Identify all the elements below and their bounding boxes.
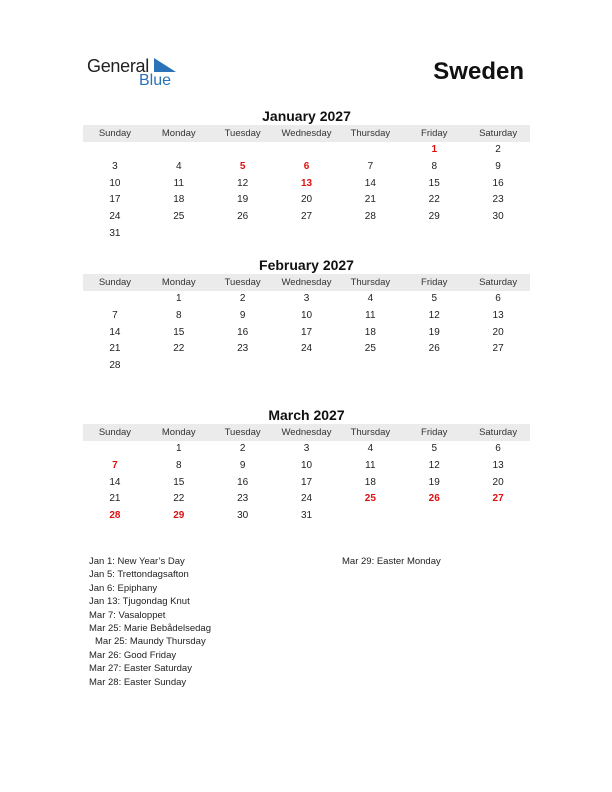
day-cell: 15 xyxy=(173,476,185,488)
day-cell: 27 xyxy=(492,493,504,505)
day-cell: 10 xyxy=(300,309,313,321)
day-cell: 5 xyxy=(239,160,246,172)
day-cell: 30 xyxy=(492,211,504,223)
day-cell: 12 xyxy=(237,177,249,189)
holiday-entry: Jan 1: New Year’s Day xyxy=(89,556,185,567)
empty-day-cell xyxy=(275,358,339,375)
day-cell: 15 xyxy=(173,326,185,338)
day-cell: 14 xyxy=(109,476,121,488)
day-cell: 31 xyxy=(300,510,313,522)
day-cell: 13 xyxy=(492,459,504,471)
day-cell: 24 xyxy=(109,211,121,223)
empty-day-cell xyxy=(402,508,466,525)
day-cell: 4 xyxy=(367,293,374,304)
day-cell: 11 xyxy=(173,177,184,189)
week-row xyxy=(83,341,530,358)
empty-day-cell xyxy=(466,508,530,525)
day-cell: 20 xyxy=(300,194,313,206)
empty-day-cell xyxy=(275,142,339,159)
day-cell: 22 xyxy=(173,493,185,505)
holiday-entry: Jan 6: Epiphany xyxy=(89,582,158,594)
day-cell: 17 xyxy=(300,326,313,338)
weekday-label: Thursday xyxy=(350,427,391,438)
weekday-label: Saturday xyxy=(479,128,518,139)
day-cell: 24 xyxy=(300,343,313,355)
weekday-label: Thursday xyxy=(350,277,391,288)
day-cell: 23 xyxy=(237,343,249,355)
day-cell: 29 xyxy=(428,211,440,223)
day-cell: 20 xyxy=(492,326,504,338)
day-cell: 29 xyxy=(173,510,185,522)
day-cell: 2 xyxy=(239,443,246,454)
month-january xyxy=(83,108,530,243)
holiday-entry: Jan 5: Trettondagsafton xyxy=(89,569,189,581)
week-row xyxy=(83,192,530,209)
day-cell: 3 xyxy=(112,160,118,172)
day-cell: 5 xyxy=(431,443,437,454)
day-cell: 10 xyxy=(109,177,121,189)
day-cell: 18 xyxy=(173,194,185,206)
weekday-label: Friday xyxy=(421,427,448,438)
weekday-label: Sunday xyxy=(98,128,132,139)
empty-day-cell xyxy=(466,226,530,243)
day-cell: 1 xyxy=(176,293,182,304)
country-title: Sweden xyxy=(433,58,524,85)
logo-blue-text: Blue xyxy=(139,72,172,89)
weekday-label: Tuesday xyxy=(224,427,261,438)
day-cell: 10 xyxy=(300,459,313,471)
weekday-label: Tuesday xyxy=(224,277,261,288)
day-cell: 14 xyxy=(364,177,376,189)
empty-day-cell xyxy=(211,358,275,375)
day-cell: 11 xyxy=(365,459,376,471)
month-title: January 2027 xyxy=(262,108,351,124)
logo-general-text: General xyxy=(87,56,149,76)
holiday-entry: Mar 7: Vasaloppet xyxy=(89,609,166,621)
weekday-label: Monday xyxy=(161,427,196,438)
logo-triangle-icon xyxy=(154,58,176,72)
day-cell: 16 xyxy=(237,326,249,338)
day-cell: 28 xyxy=(364,211,376,223)
day-cell: 4 xyxy=(367,443,374,454)
month-title: February 2027 xyxy=(259,257,354,273)
empty-day-cell xyxy=(83,441,147,458)
week-row xyxy=(83,142,530,159)
month-february xyxy=(83,257,530,375)
weekday-label: Wednesday xyxy=(281,427,332,438)
day-cell: 17 xyxy=(300,476,313,488)
week-row xyxy=(83,291,530,308)
empty-day-cell xyxy=(275,226,339,243)
day-cell: 28 xyxy=(109,360,121,372)
day-cell: 9 xyxy=(239,459,246,471)
day-cell: 16 xyxy=(492,177,504,189)
month-title: March 2027 xyxy=(268,407,345,423)
day-cell: 25 xyxy=(364,493,376,505)
day-cell: 26 xyxy=(428,343,440,355)
week-row xyxy=(83,491,530,508)
day-cell: 2 xyxy=(239,293,246,304)
day-cell: 21 xyxy=(109,493,121,505)
day-cell: 21 xyxy=(364,194,376,206)
weekday-label: Friday xyxy=(421,277,448,288)
holiday-entry: Mar 29: Easter Monday xyxy=(342,556,441,567)
week-row xyxy=(83,209,530,226)
day-cell: 19 xyxy=(428,476,440,488)
empty-day-cell xyxy=(83,142,147,159)
day-cell: 8 xyxy=(431,160,437,172)
holiday-list-right xyxy=(342,555,441,568)
week-row xyxy=(83,325,530,342)
empty-day-cell xyxy=(402,358,466,375)
empty-day-cell xyxy=(83,291,147,308)
day-cell: 24 xyxy=(300,493,313,505)
day-cell: 30 xyxy=(237,510,249,522)
empty-day-cell xyxy=(338,358,402,375)
weekday-label: Sunday xyxy=(98,427,132,438)
weekday-label: Wednesday xyxy=(281,277,332,288)
day-cell: 23 xyxy=(492,194,504,206)
holiday-entry: Mar 25: Maundy Thursday xyxy=(95,636,206,648)
holiday-entry: Mar 26: Good Friday xyxy=(89,649,177,661)
day-cell: 18 xyxy=(364,326,376,338)
day-cell: 6 xyxy=(303,160,310,172)
week-row xyxy=(83,475,530,492)
day-cell: 13 xyxy=(492,309,504,321)
day-cell: 25 xyxy=(173,211,185,223)
day-cell: 21 xyxy=(109,343,121,355)
day-cell: 6 xyxy=(495,293,501,304)
day-cell: 17 xyxy=(109,194,121,206)
day-cell: 20 xyxy=(492,476,504,488)
day-cell: 31 xyxy=(109,227,121,239)
day-cell: 27 xyxy=(300,211,313,223)
day-cell: 22 xyxy=(173,343,185,355)
day-cell: 28 xyxy=(109,510,121,522)
weekday-label: Saturday xyxy=(479,427,518,438)
empty-day-cell xyxy=(147,226,211,243)
day-cell: 11 xyxy=(365,309,376,321)
empty-day-cell xyxy=(338,226,402,243)
week-row xyxy=(83,159,530,176)
empty-day-cell xyxy=(147,358,211,375)
day-cell: 16 xyxy=(237,476,249,488)
day-cell: 4 xyxy=(176,160,182,172)
weekday-label: Thursday xyxy=(350,128,391,139)
empty-day-cell xyxy=(211,226,275,243)
day-cell: 9 xyxy=(239,309,246,321)
day-cell: 12 xyxy=(428,459,440,471)
day-cell: 7 xyxy=(112,459,118,471)
weekday-label: Monday xyxy=(161,277,196,288)
day-cell: 6 xyxy=(495,443,501,454)
empty-day-cell xyxy=(402,226,466,243)
holiday-list-left xyxy=(89,555,211,689)
day-cell: 19 xyxy=(237,194,249,206)
holiday-entry: Jan 13: Tjugondag Knut xyxy=(89,596,190,608)
day-cell: 26 xyxy=(428,493,440,505)
day-cell: 3 xyxy=(303,293,310,304)
day-cell: 7 xyxy=(112,309,118,321)
day-cell: 14 xyxy=(109,326,121,338)
day-cell: 1 xyxy=(176,443,182,454)
weekday-label: Friday xyxy=(421,128,448,139)
day-cell: 8 xyxy=(176,459,182,471)
day-cell: 13 xyxy=(300,177,313,189)
weekday-header xyxy=(83,125,530,142)
day-cell: 26 xyxy=(237,211,249,223)
day-cell: 9 xyxy=(495,160,501,172)
week-row xyxy=(83,441,530,458)
day-cell: 12 xyxy=(428,309,440,321)
week-row xyxy=(83,358,530,375)
weekday-label: Tuesday xyxy=(224,128,261,139)
holiday-entry: Mar 25: Marie Bebådelsedag xyxy=(89,623,211,635)
day-cell: 25 xyxy=(364,343,376,355)
empty-day-cell xyxy=(466,358,530,375)
month-march xyxy=(83,407,530,525)
day-cell: 19 xyxy=(428,326,440,338)
day-cell: 22 xyxy=(428,194,440,206)
empty-day-cell xyxy=(211,142,275,159)
day-cell: 1 xyxy=(431,144,437,155)
holiday-entry: Mar 27: Easter Saturday xyxy=(89,663,192,675)
day-cell: 7 xyxy=(367,160,374,172)
day-cell: 2 xyxy=(495,144,501,155)
day-cell: 3 xyxy=(303,443,310,454)
empty-day-cell xyxy=(147,142,211,159)
empty-day-cell xyxy=(338,508,402,525)
weekday-header xyxy=(83,274,530,291)
weekday-label: Monday xyxy=(161,128,196,139)
empty-day-cell xyxy=(338,142,402,159)
week-row xyxy=(83,226,530,243)
holiday-entry: Mar 28: Easter Sunday xyxy=(89,676,187,688)
week-row xyxy=(83,508,530,525)
week-row xyxy=(83,458,530,475)
week-row xyxy=(83,176,530,193)
day-cell: 5 xyxy=(431,293,437,304)
week-row xyxy=(83,308,530,325)
weekday-header xyxy=(83,424,530,441)
day-cell: 27 xyxy=(492,343,504,355)
day-cell: 23 xyxy=(237,493,249,505)
weekday-label: Saturday xyxy=(479,277,518,288)
weekday-label: Wednesday xyxy=(281,128,332,139)
day-cell: 15 xyxy=(428,177,440,189)
logo xyxy=(87,56,187,92)
day-cell: 18 xyxy=(364,476,376,488)
weekday-label: Sunday xyxy=(98,277,132,288)
day-cell: 8 xyxy=(176,309,182,321)
